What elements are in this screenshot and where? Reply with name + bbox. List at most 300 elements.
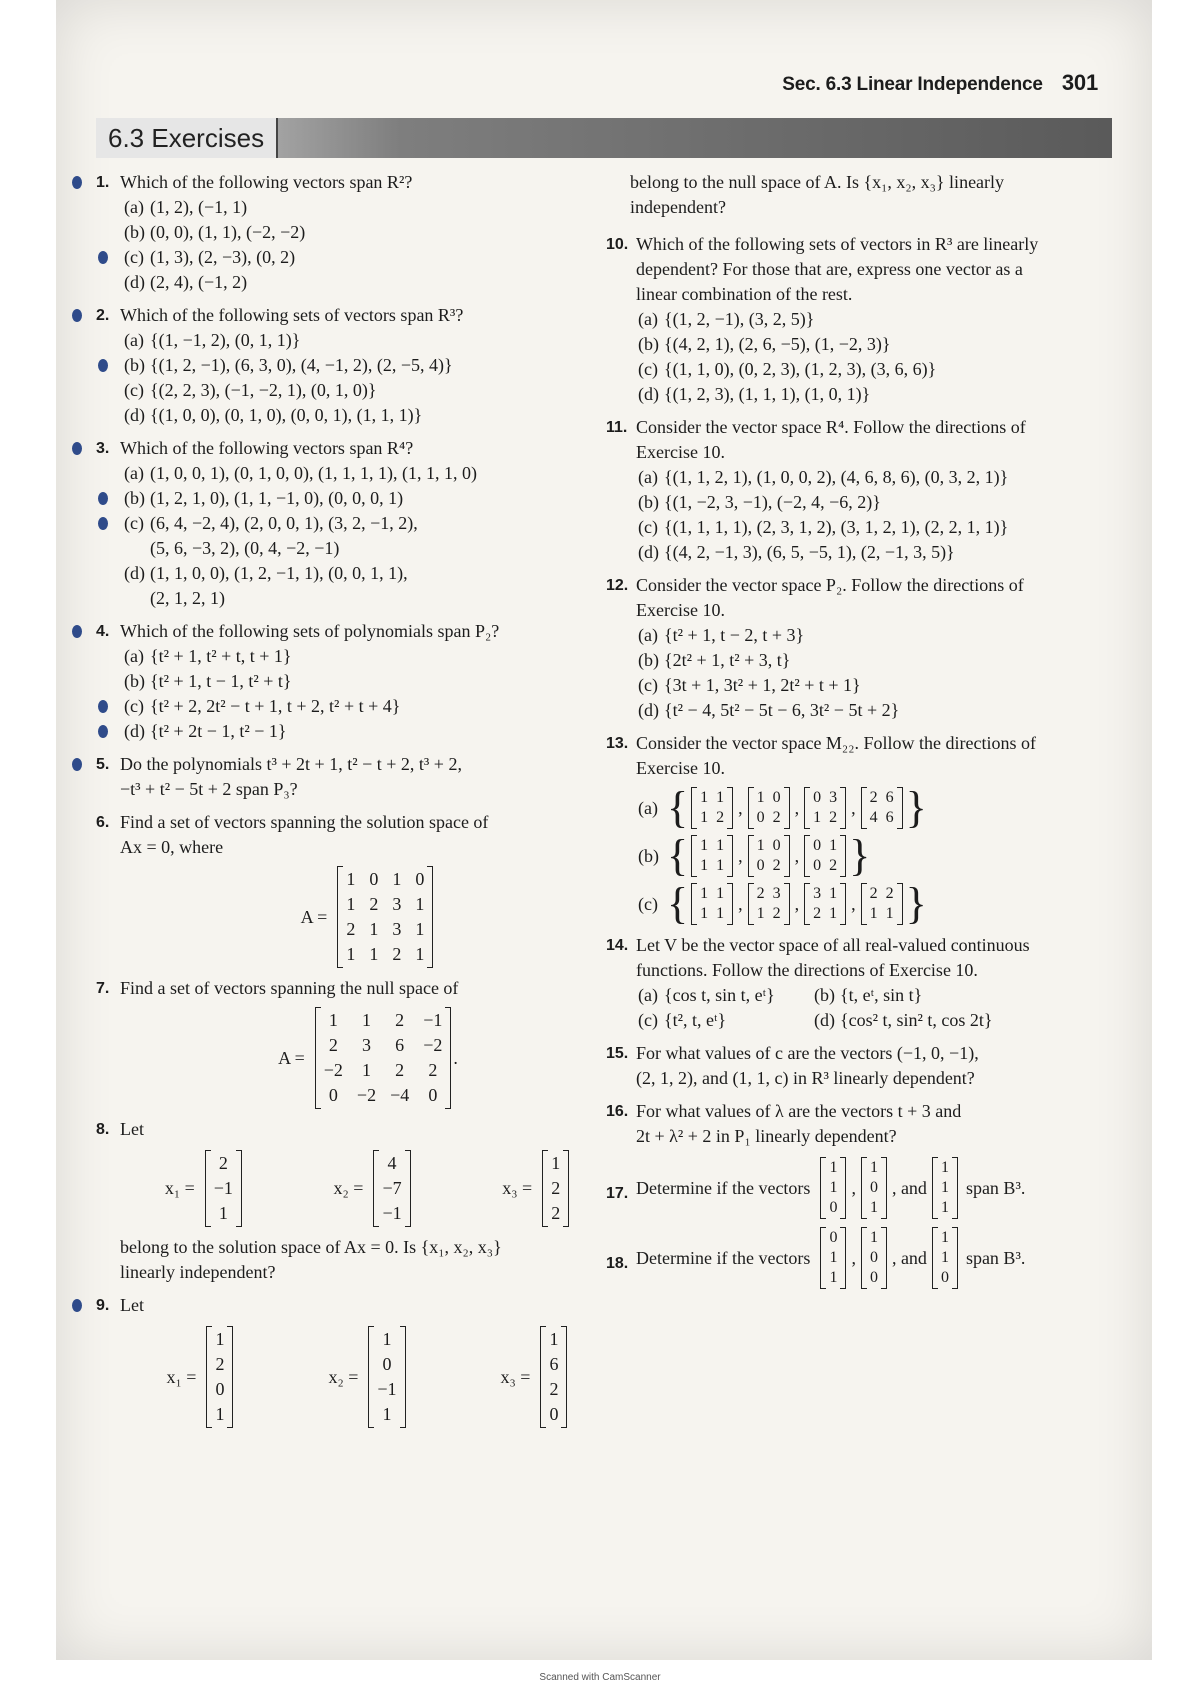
comma: , xyxy=(738,797,743,818)
part-text: {(1, 2, 3), (1, 1, 1), (1, 0, 1)} xyxy=(664,384,871,404)
exercise-14 xyxy=(606,933,1116,1033)
matrix-cell: 1 xyxy=(346,894,356,914)
part-d-continued xyxy=(120,586,616,611)
matrix-label: A = xyxy=(278,1047,305,1068)
part-label: (a) xyxy=(638,797,658,818)
right-brace: } xyxy=(905,783,927,832)
exercise-question: Consider the vector space M₂₂. Follow the directions of xyxy=(636,733,1036,753)
vector-cells xyxy=(211,1150,236,1227)
vector-cell: 2 xyxy=(215,1354,225,1374)
vector-cell: 0 xyxy=(382,1354,392,1374)
comma: , xyxy=(851,893,856,914)
vector-cell: 1 xyxy=(940,1179,949,1196)
exercise-number: 6. xyxy=(96,814,110,831)
matrix-cell: 1 xyxy=(346,869,356,889)
part-text: {(4, 2, 1), (2, 6, −5), (1, −2, 3)} xyxy=(664,334,891,354)
part-label: (c) xyxy=(124,380,144,400)
vector-label: x₁ = xyxy=(166,1366,197,1387)
exercise-question-continued: Exercise 10. xyxy=(636,600,725,620)
part-label: (b) xyxy=(638,334,659,354)
vector-cells xyxy=(379,1150,404,1227)
vector-cell: −1 xyxy=(377,1379,397,1399)
part-text: {(1, −1, 2), (0, 1, 1)} xyxy=(150,330,301,350)
part-text: {t² + 2t − 1, t² − 1} xyxy=(150,721,287,741)
exercise-16 xyxy=(606,1099,1116,1149)
part-b xyxy=(630,332,1116,357)
matrix-cell: 1 xyxy=(700,857,709,874)
exercise-question-continued: linear combination of the rest. xyxy=(636,284,853,304)
exercise-6 xyxy=(96,810,616,968)
exercise-11 xyxy=(606,415,1116,565)
matrix-cell: 2 xyxy=(772,809,781,826)
matrix-cell: 1 xyxy=(700,809,709,826)
exercise-number: 13. xyxy=(606,735,629,752)
exercise-4 xyxy=(96,619,616,744)
part-d xyxy=(630,540,1116,565)
part-b xyxy=(120,220,616,245)
vector-cell: −1 xyxy=(213,1178,233,1198)
matrix-cell: 1 xyxy=(369,919,379,939)
exercise-question: Consider the vector space P₂. Follow the directions of xyxy=(636,575,1024,595)
part-text: {(1, 2, −1), (6, 3, 0), (4, −1, 2), (2, −5, 4)} xyxy=(150,355,453,375)
marker-dot-icon xyxy=(72,176,82,189)
exercise-13 xyxy=(606,731,1116,928)
part-label: (d) xyxy=(124,272,145,292)
exercise-question: Which of the following vectors span R²? xyxy=(120,172,413,192)
part-text: (0, 0), (1, 1), (−2, −2) xyxy=(150,222,306,242)
vector-cell: 1 xyxy=(940,1229,949,1246)
vector-label: x₂ = xyxy=(333,1178,364,1198)
column-vector xyxy=(820,1157,846,1219)
part-label: (b) xyxy=(814,985,835,1005)
left-brace: { xyxy=(667,879,689,928)
exercise-question: For what values of c are the vectors (−1, 0, −1), xyxy=(636,1043,979,1063)
matrix-cells xyxy=(697,883,727,925)
part-label: (b) xyxy=(124,488,145,508)
matrix-cell: 1 xyxy=(346,944,356,964)
matrix-cell: 6 xyxy=(885,789,894,806)
vector-cells xyxy=(867,1157,881,1219)
vector-label: x₃ = xyxy=(502,1178,533,1198)
vector-cell: 1 xyxy=(215,1404,225,1424)
matrix-2x2 xyxy=(691,883,733,925)
exercise-number: 8. xyxy=(96,1121,110,1138)
part-label: (a) xyxy=(124,646,144,666)
part-text: {(1, 1, 2, 1), (1, 0, 0, 2), (4, 6, 8, 6), (0, 3, 2, 1)} xyxy=(664,467,1009,487)
marker-dot-icon xyxy=(98,725,108,738)
exercise-10 xyxy=(606,232,1116,407)
matrix-cell: 2 xyxy=(395,1060,405,1080)
exercise-number: 10. xyxy=(606,236,629,253)
vector-cell: 0 xyxy=(829,1199,838,1216)
column-vector xyxy=(205,1150,242,1227)
part-label: (b) xyxy=(124,355,145,375)
part-label: (a) xyxy=(124,330,144,350)
column-vector xyxy=(932,1227,958,1289)
matrix-cell: 3 xyxy=(813,885,822,902)
matrix-cell: 1 xyxy=(885,905,894,922)
exercise-17 xyxy=(606,1157,1116,1219)
parts-a-b xyxy=(630,983,1116,1008)
vector-cell: 0 xyxy=(829,1229,838,1246)
matrix-cell: 0 xyxy=(772,789,781,806)
part-label: (b) xyxy=(124,222,145,242)
exercise-question: Which of the following sets of vectors in R³ are linearly xyxy=(636,234,1039,254)
vector-cell: 0 xyxy=(869,1249,878,1266)
vector-cell: 2 xyxy=(218,1153,228,1173)
part-label: (d) xyxy=(814,1010,835,1030)
part-text: {t², t, eᵗ} xyxy=(664,1010,727,1030)
exercise-number: 3. xyxy=(96,440,110,457)
exercise-question: Determine if the vectors xyxy=(636,1247,811,1268)
matrix-cell: 1 xyxy=(756,837,765,854)
exercise-question: Find a set of vectors spanning the solution space of xyxy=(120,812,489,832)
vector-cells xyxy=(374,1326,399,1428)
page-number: 301 xyxy=(1061,70,1098,95)
matrix-cell: 3 xyxy=(772,885,781,902)
part-text: (1, 0, 0, 1), (0, 1, 0, 0), (1, 1, 1, 1), (1, 1, 1, 0) xyxy=(150,463,477,483)
matrix-cell: 0 xyxy=(813,837,822,854)
matrix-2x2 xyxy=(804,787,846,829)
part-label: (a) xyxy=(638,985,658,1005)
part-text: {3t + 1, 3t² + 1, 2t² + t + 1} xyxy=(664,675,861,695)
exercise-question: Which of the following vectors span R⁴? xyxy=(120,438,414,458)
matrix-cell: 6 xyxy=(885,809,894,826)
matrix-cell: 1 xyxy=(829,885,838,902)
part-b xyxy=(120,486,616,511)
matrix-cell: 0 xyxy=(813,857,822,874)
part-a xyxy=(120,644,616,669)
matrix-cell: 1 xyxy=(716,789,725,806)
part-label: (c) xyxy=(124,696,144,716)
exercise-question-continued: Exercise 10. xyxy=(636,442,725,462)
exercise-question-continued: independent? xyxy=(630,197,726,217)
exercise-number: 12. xyxy=(606,577,629,594)
matrix-2x2 xyxy=(861,787,903,829)
part-text: {t, eᵗ, sin t} xyxy=(840,985,923,1005)
matrix-equation xyxy=(120,866,616,968)
matrix-2x2 xyxy=(804,835,846,877)
matrix-a xyxy=(337,866,433,968)
comma: , xyxy=(851,1247,856,1268)
part-c xyxy=(630,515,1116,540)
exercise-9-continued xyxy=(606,170,1116,220)
matrix-cell: 0 xyxy=(369,869,379,889)
matrix-2x2 xyxy=(748,835,790,877)
marker-dot-icon xyxy=(72,442,82,455)
vector-cell: 4 xyxy=(387,1153,397,1173)
matrix-cell: 3 xyxy=(829,789,838,806)
marker-dot-icon xyxy=(98,517,108,530)
matrix-cell: 0 xyxy=(813,789,822,806)
matrix-cell: 2 xyxy=(369,894,379,914)
part-text: {cos t, sin t, eᵗ} xyxy=(664,985,775,1005)
marker-dot-icon xyxy=(72,758,82,771)
vector-cell: 2 xyxy=(551,1178,561,1198)
matrix-cell: 0 xyxy=(756,809,765,826)
exercise-number: 16. xyxy=(606,1103,629,1120)
part-c xyxy=(630,879,1116,928)
exercise-question: Determine if the vectors xyxy=(636,1177,811,1198)
part-c xyxy=(120,378,616,403)
matrix-cell: 1 xyxy=(869,905,878,922)
vector-row xyxy=(120,1326,616,1428)
vector-label: x₃ = xyxy=(500,1366,531,1387)
matrix-cell: 0 xyxy=(328,1085,338,1105)
part-text: {t² + 1, t − 2, t + 3} xyxy=(664,625,805,645)
column-vector xyxy=(540,1326,567,1428)
vector-cell: 1 xyxy=(829,1269,838,1286)
matrix-cell: 1 xyxy=(415,894,425,914)
exercise-number: 2. xyxy=(96,307,110,324)
marker-dot-icon xyxy=(98,251,108,264)
exercise-5 xyxy=(96,752,616,802)
matrix-equation xyxy=(120,1007,616,1109)
part-text: (1, 3), (2, −3), (0, 2) xyxy=(150,247,296,267)
left-brace: { xyxy=(667,831,689,880)
vector-cell: 2 xyxy=(549,1379,559,1399)
matrix-cell: 6 xyxy=(395,1035,405,1055)
matrix-2x2 xyxy=(804,883,846,925)
comma: , xyxy=(851,797,856,818)
matrix-cell: 1 xyxy=(716,837,725,854)
matrix-2x2 xyxy=(691,835,733,877)
exercise-3 xyxy=(96,436,616,611)
part-label: (c) xyxy=(638,893,658,914)
part-d xyxy=(120,270,616,295)
matrix-cells xyxy=(343,866,427,968)
part-text: (1, 2), (−1, 1) xyxy=(150,197,248,217)
part-c xyxy=(120,511,616,536)
column-vector xyxy=(206,1326,233,1428)
part-label: (c) xyxy=(638,1010,658,1030)
exercise-question-continued: (2, 1, 2), and (1, 1, c) in R³ linearly dependent? xyxy=(636,1068,975,1088)
exercise-question: Which of the following sets of vectors span R³? xyxy=(120,305,464,325)
comma: , xyxy=(794,797,800,818)
exercise-number: 18. xyxy=(606,1255,629,1272)
column-vector xyxy=(820,1227,846,1289)
matrix-cell: 2 xyxy=(392,944,402,964)
matrix-cells xyxy=(810,835,840,877)
part-text: {t² + 1, t − 1, t² + t} xyxy=(150,671,292,691)
part-text: {(2, 2, 3), (−1, −2, 1), (0, 1, 0)} xyxy=(150,380,377,400)
matrix-cell: −1 xyxy=(423,1010,443,1030)
part-b xyxy=(630,648,1116,673)
scanner-watermark: Scanned with CamScanner xyxy=(539,1672,661,1683)
matrix-period: . xyxy=(453,1047,458,1068)
exercise-question-continued: Exercise 10. xyxy=(636,758,725,778)
part-d xyxy=(630,698,1116,723)
matrix-2x2 xyxy=(748,883,790,925)
right-column xyxy=(606,170,1116,1297)
part-text: (1, 1, 0, 0), (1, 2, −1, 1), (0, 0, 1, 1), xyxy=(150,563,408,583)
matrix-cell: 1 xyxy=(700,905,709,922)
vector-cell: 1 xyxy=(869,1159,878,1176)
part-text: {(1, −2, 3, −1), (−2, 4, −6, 2)} xyxy=(664,492,881,512)
vector-cell: 1 xyxy=(215,1329,225,1349)
vector-cells xyxy=(546,1326,561,1428)
vector-line xyxy=(630,1157,1116,1219)
matrix-cells xyxy=(867,883,897,925)
column-vector xyxy=(861,1227,887,1289)
matrix-cell: 1 xyxy=(700,837,709,854)
vector-line xyxy=(630,1227,1116,1289)
matrix-cell: 2 xyxy=(395,1010,405,1030)
exercise-question: Consider the vector space R⁴. Follow the directions of xyxy=(636,417,1026,437)
part-label: (d) xyxy=(124,563,145,583)
part-d xyxy=(630,382,1116,407)
matrix-cell: 1 xyxy=(392,869,402,889)
matrix-cell: 2 xyxy=(772,857,781,874)
marker-dot-icon xyxy=(72,625,82,638)
comma: , xyxy=(794,893,800,914)
part-text: (2, 4), (−1, 2) xyxy=(150,272,248,292)
vector-cells xyxy=(826,1157,840,1219)
part-b xyxy=(120,353,616,378)
exercise-question-continued: dependent? For those that are, express one vector as a xyxy=(636,259,1023,279)
exercise-number: 15. xyxy=(606,1045,629,1062)
exercise-question: For what values of λ are the vectors t + 3 and xyxy=(636,1101,962,1121)
column-vector xyxy=(373,1150,410,1227)
matrix-cell: 2 xyxy=(885,885,894,902)
matrix-cell: 1 xyxy=(716,885,725,902)
matrix-cell: −2 xyxy=(323,1060,343,1080)
matrix-cell: 2 xyxy=(813,905,822,922)
part-label: (c) xyxy=(638,359,658,379)
exercise-number: 4. xyxy=(96,623,110,640)
matrix-cell: 2 xyxy=(756,885,765,902)
matrix-cell: 1 xyxy=(415,944,425,964)
exercise-question: Let V be the vector space of all real-valued continuous xyxy=(636,935,1030,955)
part-a xyxy=(630,623,1116,648)
part-text: (1, 2, 1, 0), (1, 1, −1, 0), (0, 0, 0, 1) xyxy=(150,488,404,508)
exercise-12 xyxy=(606,573,1116,723)
matrix-2x2 xyxy=(748,787,790,829)
exercise-1 xyxy=(96,170,616,295)
vector-cell: 0 xyxy=(869,1269,878,1286)
vector-cell: 6 xyxy=(549,1354,559,1374)
part-c xyxy=(120,245,616,270)
part-label: (a) xyxy=(638,625,658,645)
exercise-8 xyxy=(96,1117,616,1285)
vector-cell: 1 xyxy=(382,1404,392,1424)
part-b xyxy=(120,669,616,694)
part-label: (a) xyxy=(638,309,658,329)
matrix-cell: 0 xyxy=(756,857,765,874)
matrix-cell: 3 xyxy=(362,1035,371,1055)
part-a xyxy=(630,783,1116,832)
comma: , xyxy=(851,1177,856,1198)
part-text: (5, 6, −3, 2), (0, 4, −2, −1) xyxy=(150,538,340,558)
part-label: (b) xyxy=(638,650,659,670)
matrix-cell: −2 xyxy=(423,1035,443,1055)
vector-cells xyxy=(212,1326,227,1428)
section-title: 6.3 Exercises xyxy=(96,118,278,158)
matrix-cell: 1 xyxy=(829,837,838,854)
part-c xyxy=(630,357,1116,382)
part-c xyxy=(120,694,616,719)
part-c xyxy=(630,673,1116,698)
matrix-cell: 2 xyxy=(869,789,878,806)
part-label: (a) xyxy=(124,463,144,483)
exercise-number: 7. xyxy=(96,980,110,997)
exercise-question: Let xyxy=(120,1119,144,1139)
part-label: (a) xyxy=(124,197,144,217)
vector-cell: 1 xyxy=(549,1329,559,1349)
and-text: , and xyxy=(891,1177,927,1198)
exercise-15 xyxy=(606,1041,1116,1091)
vector-x1 xyxy=(165,1150,244,1227)
part-label: (c) xyxy=(124,247,144,267)
marker-dot-icon xyxy=(98,700,108,713)
column-vector xyxy=(368,1326,405,1428)
exercise-question-continued: linearly independent? xyxy=(120,1262,276,1282)
vector-cell: 0 xyxy=(549,1404,559,1424)
matrix-cell: 2 xyxy=(428,1060,438,1080)
exercise-question-continued: 2t + λ² + 2 in P₁ linearly dependent? xyxy=(636,1126,897,1146)
vector-cell: 1 xyxy=(829,1249,838,1266)
exercise-18 xyxy=(606,1227,1116,1289)
exercise-question-continued: −t³ + t² − 5t + 2 span P₃? xyxy=(120,779,298,799)
matrix-cell: 1 xyxy=(700,789,709,806)
matrix-cell: 1 xyxy=(362,1010,371,1030)
matrix-cell: 0 xyxy=(428,1085,438,1105)
part-label: (c) xyxy=(124,513,144,533)
exercise-question-continued: belong to the null space of A. Is {x₁, x₂, x₃} linearly xyxy=(630,172,1005,192)
left-brace: { xyxy=(667,783,689,832)
part-c-continued xyxy=(120,536,616,561)
matrix-cells xyxy=(754,835,784,877)
matrix-cell: 1 xyxy=(415,919,425,939)
matrix-cells xyxy=(867,787,897,829)
comma: , xyxy=(738,893,743,914)
part-label: (b) xyxy=(638,492,659,512)
vector-cell: 0 xyxy=(869,1179,878,1196)
part-label: (d) xyxy=(638,384,659,404)
part-text: {cos² t, sin² t, cos 2t} xyxy=(840,1010,993,1030)
marker-dot-icon xyxy=(98,359,108,372)
page xyxy=(56,0,1152,1660)
marker-dot-icon xyxy=(72,309,82,322)
marker-dot-icon xyxy=(98,492,108,505)
exercise-number: 1. xyxy=(96,174,110,191)
vector-cell: 1 xyxy=(869,1199,878,1216)
vector-cell: −1 xyxy=(382,1203,402,1223)
vector-cell: 2 xyxy=(551,1203,561,1223)
matrix-cell: 2 xyxy=(716,809,725,826)
exercise-question-continued: functions. Follow the directions of Exercise 10. xyxy=(636,960,978,980)
part-label: (d) xyxy=(638,700,659,720)
part-a xyxy=(630,465,1116,490)
matrix-cell: 4 xyxy=(869,809,878,826)
exercise-question: Let xyxy=(120,1295,144,1315)
exercise-question: Which of the following sets of polynomials span P₂? xyxy=(120,621,500,641)
comma: , xyxy=(738,845,743,866)
marker-dot-icon xyxy=(72,1299,82,1312)
matrix-a xyxy=(315,1007,452,1109)
part-d xyxy=(120,403,616,428)
column-vector xyxy=(932,1157,958,1219)
section-bar xyxy=(96,118,1112,158)
matrix-label: A = xyxy=(300,906,328,927)
matrix-cell: 1 xyxy=(716,857,725,874)
vector-cell: 1 xyxy=(940,1159,949,1176)
part-text: (2, 1, 2, 1) xyxy=(150,588,225,608)
part-text: {(1, 1, 0), (0, 2, 3), (1, 2, 3), (3, 6, 6)} xyxy=(664,359,937,379)
part-a xyxy=(120,328,616,353)
matrix-cells xyxy=(321,1007,446,1109)
comma: , xyxy=(794,845,800,866)
